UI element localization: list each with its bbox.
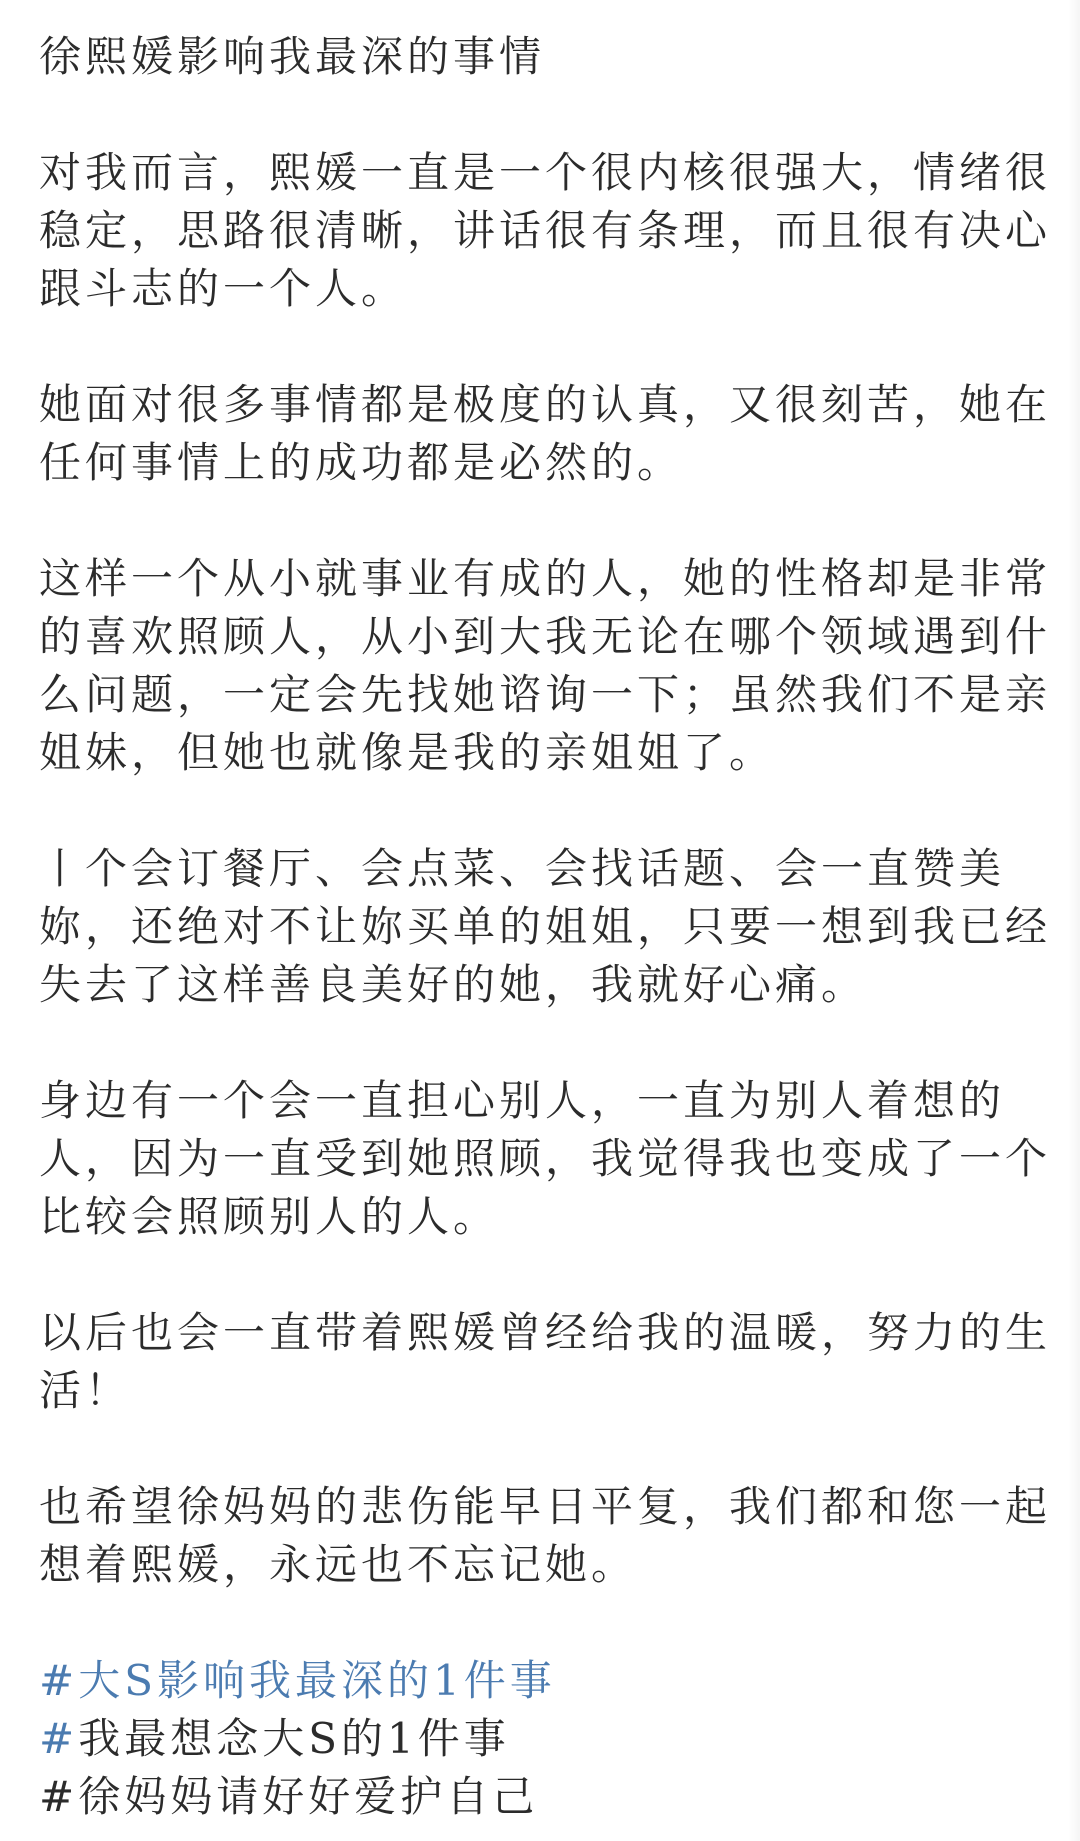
paragraph-line: 跟斗志的一个人。 xyxy=(39,264,408,313)
paragraph-line: 姐妹，但她也就像是我的亲姐姐了。 xyxy=(39,728,776,777)
page-edge-shadow xyxy=(1068,0,1080,1841)
paragraph-line: 以后也会一直带着熙媛曾经给我的温暖，努力的生 xyxy=(39,1308,1052,1357)
paragraph-line: 也希望徐妈妈的悲伤能早日平复，我们都和您一起 xyxy=(39,1482,1052,1531)
paragraph-line: 活！ xyxy=(39,1366,132,1415)
paragraph-line: 任何事情上的成功都是必然的。 xyxy=(39,438,684,487)
hashtag-link-3[interactable] xyxy=(39,1768,1059,1826)
hashtag-text: 我最想念大S的1件事 xyxy=(78,1714,510,1763)
paragraph-line: 想着熙媛，永远也不忘记她。 xyxy=(39,1540,638,1589)
hashtag-link-1[interactable] xyxy=(39,1652,1059,1710)
paragraph-3 xyxy=(39,550,1059,782)
hashtag-symbol: # xyxy=(39,1656,79,1705)
paragraph-line: 比较会照顾别人的人。 xyxy=(39,1192,500,1241)
paragraph-1 xyxy=(39,144,1059,318)
paragraph-line: 妳，还绝对不让妳买单的姐姐，只要一想到我已经 xyxy=(39,902,1052,951)
paragraph-7 xyxy=(39,1478,1059,1594)
paragraph-line: 稳定，思路很清晰，讲话很有条理，而且很有决心 xyxy=(39,206,1052,255)
paragraph-line: 身边有一个会一直担心别人，一直为别人着想的 xyxy=(39,1076,1006,1125)
paragraph-line: 么问题，一定会先找她谘询一下；虽然我们不是亲 xyxy=(39,670,1052,719)
paragraph-line: 失去了这样善良美好的她，我就好心痛。 xyxy=(39,960,868,1009)
hashtag-link-2[interactable] xyxy=(39,1710,1059,1768)
hashtag-text: 徐妈妈请好好爱护自己 xyxy=(78,1772,539,1821)
hashtag-symbol: # xyxy=(39,1772,79,1821)
paragraph-line: 人，因为一直受到她照顾，我觉得我也变成了一个 xyxy=(39,1134,1052,1183)
paragraph-line: 对我而言，熙媛一直是一个很内核很强大，情绪很 xyxy=(39,148,1052,197)
paragraph-4 xyxy=(39,840,1059,1014)
paragraph-line: 她面对很多事情都是极度的认真，又很刻苦，她在 xyxy=(39,380,1052,429)
paragraph-5 xyxy=(39,1072,1059,1246)
hashtag-list xyxy=(39,1652,1059,1826)
post-content xyxy=(39,28,1059,1826)
paragraph-6 xyxy=(39,1304,1059,1420)
paragraph-2 xyxy=(39,376,1059,492)
paragraph-line: 丨个会订餐厅、会点菜、会找话题、会一直赞美 xyxy=(39,844,1006,893)
hashtag-symbol: # xyxy=(39,1714,79,1763)
post-title: 徐熙媛影响我最深的事情 xyxy=(39,32,546,81)
paragraph-line: 的喜欢照顾人，从小到大我无论在哪个领域遇到什 xyxy=(39,612,1052,661)
hashtag-text: 大S影响我最深的1件事 xyxy=(78,1656,556,1705)
paragraph-line: 这样一个从小就事业有成的人，她的性格却是非常 xyxy=(39,554,1052,603)
